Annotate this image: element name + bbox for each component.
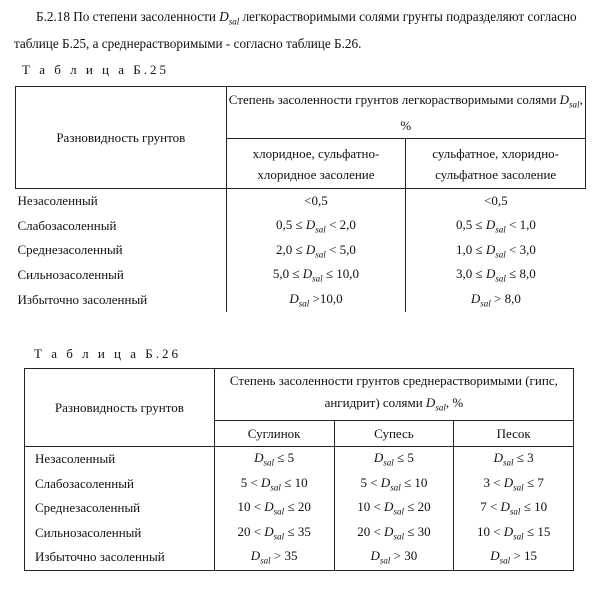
table26-row <box>25 496 574 521</box>
table25-row-name: Слабозасоленный <box>16 214 227 239</box>
table26-row-name: Слабозасоленный <box>25 472 215 497</box>
table25-cell: $5,0 \le D_{sal} \le 10,0$ <box>226 263 406 288</box>
table25-row <box>16 214 586 239</box>
table26-subheader-sand: Песок <box>454 421 574 447</box>
table-b26 <box>24 368 574 571</box>
intro-text-end: легкорастворимыми солями грунты подразделяют согласно таблице Б.25, а среднерастворимыми - согласно таблице Б.26. <box>14 9 577 51</box>
table26-row <box>25 545 574 570</box>
table26-cell: $D_{sal} > 15$ <box>490 548 537 567</box>
table26-cell: $D_{sal} > 35$ <box>214 545 334 570</box>
intro-symbol-subscript: sal <box>228 16 240 27</box>
table26-caption: Т а б л и ц а Б.26 <box>34 346 181 361</box>
intro-paragraph <box>14 6 589 55</box>
table25-group-subscript: sal <box>569 99 580 110</box>
table25-row <box>16 263 586 288</box>
table26-row <box>25 521 574 546</box>
table25-subheader-chloride: хлоридное, сульфатно-хлоридное засоление <box>226 139 406 189</box>
table26-group-header-text: Степень засоленности грунтов среднерастворимыми (гипс, ангидрит) солями <box>229 373 558 411</box>
table25-cell: <0,5 <box>226 189 406 214</box>
table26-cell: $10 < D_{sal} \le 20$ <box>334 496 454 521</box>
table25-row <box>16 287 586 312</box>
intro-symbol: D <box>219 9 229 24</box>
table25-cell: $0,5 \le D_{sal} < 2,0$ <box>226 214 406 239</box>
table26-cell: $10 < D_{sal} \le 15$ <box>476 523 551 542</box>
table26-cell: $D_{sal} \le 5$ <box>214 447 334 472</box>
table26-row-name: Незасоленный <box>25 447 215 472</box>
table26-cell: $3 < D_{sal} \le 7$ <box>483 474 544 493</box>
table25-col-header: Разновидность грунтов <box>16 87 227 189</box>
table25-group-symbol: D <box>559 91 570 107</box>
table25-cell: $2,0 \le D_{sal} < 5,0$ <box>226 238 406 263</box>
table26-cell: $10 < D_{sal} \le 20$ <box>214 496 334 521</box>
table26-subheader-loam: Суглинок <box>214 421 334 447</box>
table26-group-header <box>214 369 573 421</box>
table25-cell: $0,5 \le D_{sal} < 1,0$ <box>455 217 536 235</box>
table25-row <box>16 189 586 214</box>
table25-cell: $3,0 \le D_{sal} \le 8,0$ <box>456 266 536 284</box>
table25-group-header <box>226 87 585 139</box>
table25-cell: <0,5 <box>484 193 508 209</box>
table25-group-header-text: Степень засоленности грунтов легкорастворимыми солями <box>228 91 560 107</box>
table25-row-name: Среднезасоленный <box>16 238 227 263</box>
intro-text-start: Б.2.18 По степени засоленности <box>36 9 220 24</box>
table26-row-name: Сильнозасоленный <box>25 521 215 546</box>
table26-cell: $D_{sal} \le 3$ <box>493 450 534 469</box>
table26-row-name: Среднезасоленный <box>25 496 215 521</box>
table25-row-name: Сильнозасоленный <box>16 263 227 288</box>
table25-cell: $D_{sal} >10,0$ <box>226 287 406 312</box>
table26-cell: $D_{sal} \le 5$ <box>334 447 454 472</box>
table26-cell: $5 < D_{sal} \le 10$ <box>214 472 334 497</box>
table26-group-subscript: sal <box>435 402 446 413</box>
table26-cell: $5 < D_{sal} \le 10$ <box>334 472 454 497</box>
table25-row-name: Незасоленный <box>16 189 227 214</box>
table26-cell: $7 < D_{sal} \le 10$ <box>480 499 548 518</box>
table-b25 <box>15 86 586 312</box>
table26-row <box>25 447 574 472</box>
table26-row-name: Избыточно засоленный <box>25 545 215 570</box>
table25-subheader-sulfate: сульфатное, хлоридно-сульфатное засоление <box>406 139 586 189</box>
table26-cell: $20 < D_{sal} \le 35$ <box>214 521 334 546</box>
table26-cell: $D_{sal} > 30$ <box>334 545 454 570</box>
table25-caption: Т а б л и ц а Б.25 <box>22 62 169 77</box>
table25-cell: $1,0 \le D_{sal} < 3,0$ <box>455 241 536 260</box>
table25-group-tail: , % <box>400 91 583 134</box>
table25-row-name: Избыточно засоленный <box>16 287 227 312</box>
table25-row <box>16 238 586 263</box>
table26-group-symbol: D <box>425 395 436 411</box>
table25-cell: $D_{sal} > 8,0$ <box>470 290 521 309</box>
table26-group-tail: , % <box>445 395 464 411</box>
table26-subheader-sandy-loam: Супесь <box>334 421 454 447</box>
table26-cell: $20 < D_{sal} \le 30$ <box>334 521 454 546</box>
table26-row <box>25 472 574 497</box>
table26-col-header: Разновидность грунтов <box>25 369 215 447</box>
